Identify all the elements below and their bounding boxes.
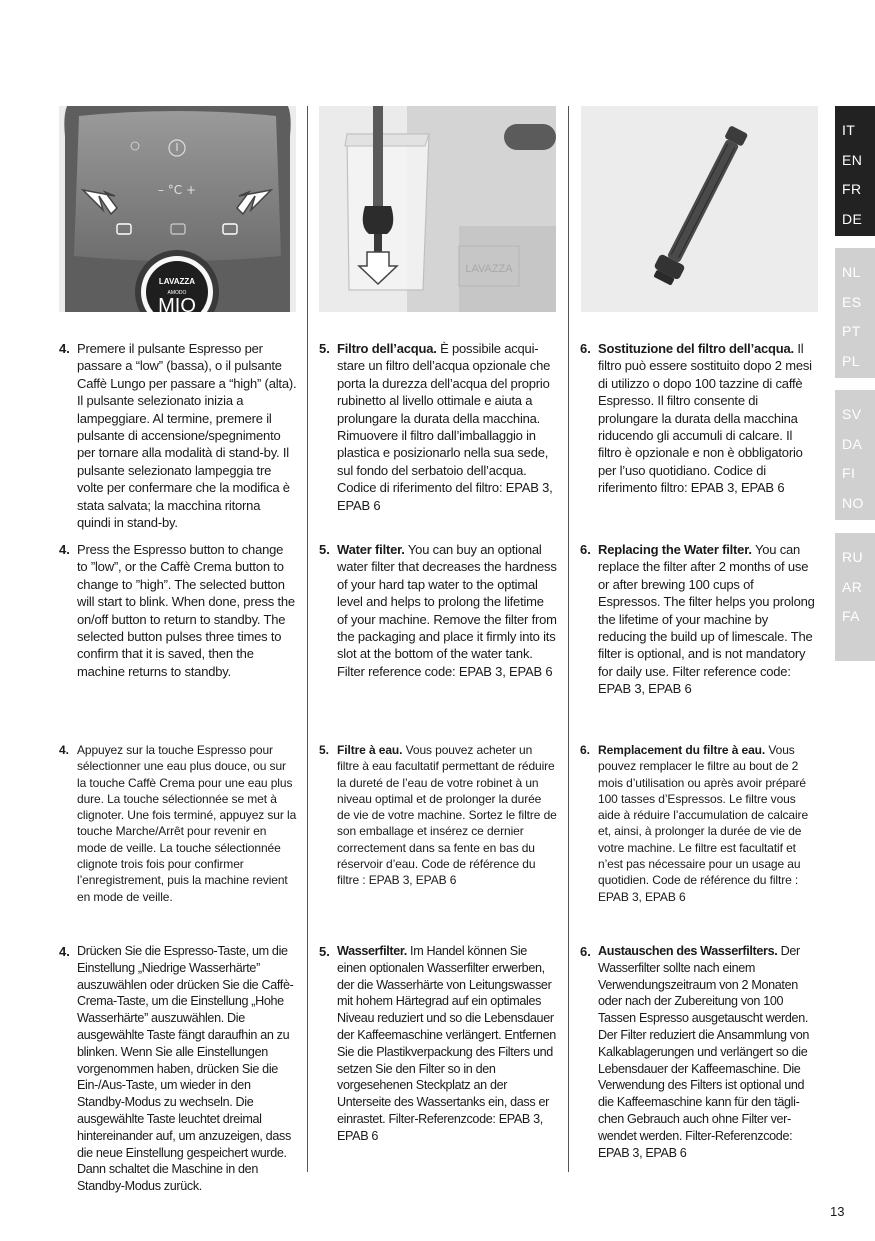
step-text: You can replace the filter after 2 months of use or after brewing 100 cups of Espressos. The filter helps you prolong the lifetime of your machine by reducing the build up of limescale. The filter is optional, and is not mandatory for daily use. Filter reference code: EPAB 3, EPAB 6: [598, 542, 815, 697]
brand-sub-label: AMODO: [167, 290, 187, 296]
step-text: Vous pouvez acheter un filtre à eau facultatif permettant de réduire la dureté de l’eau de votre robinet à un niveau optimal et de prolonger la durée de vie de votre machine. Sortez le filtre de son emballage et insérez ce dernier correctement dans sa fente en bas du réservoir d’eau. Code de référence du filtre : EPAB 3, EPAB 6: [337, 743, 557, 888]
filter-brand-label: LAVAZZA: [465, 263, 513, 275]
step-title: Austauschen des Wasserfilters.: [598, 944, 778, 958]
step-text: Vous pouvez remplacer le filtre au bout de 2 mois d’utilisation ou après avoir préparé 100 tasses d’Espressos. Le filtre vous aide à réduire l’accumulation de calcaire et, ainsi, à prolonger la durée de vie de votre machine. Le filtre est facultatif et n’est pas nécessaire pour un usage au quotidien. Code de référence du filtre : EPAB 3, EPAB 6: [598, 743, 809, 904]
language-group-3: [835, 390, 875, 520]
step-number: 4.: [59, 341, 70, 356]
language-group-active: [835, 106, 875, 236]
step-number: 5.: [319, 743, 329, 757]
step-title: Filtre à eau.: [337, 743, 403, 757]
step-number: 4.: [59, 542, 70, 557]
lang-tab-da[interactable]: DA: [842, 435, 863, 452]
step-text: Il filtro può essere sostituito dopo 2 mesi di utilizzo o dopo 100 tazzine di caffè Espresso. Il filtro consente di prolungare la durata della macchina riducendo gli accumuli di calcare. Il filtro è opzionale e non è obbligatorio per l’uso quotidiano. Codice di riferimento filtro: EPAB 3, EPAB 6: [598, 341, 812, 496]
step-text: Drücken Sie die Espresso-Taste, um die Einstellung „Niedrige Wasserhärte” auszuwählen oder drücken Sie die Caffè-Crema-Taste, um die Einstellung „Hohe Wasserhärte” auszuwählen. Die ausgewählte Taste fängt daraufhin an zu blinken. Wenn Sie alle Einstellungen vorgenommen haben, drücken Sie die Ein-/Aus-Taste, um wieder in den Standby-Modus zu wechseln. Die ausgewählte Taste leuchtet dreimal hintereinander auf, um anzuzeigen, dass die neue Einstellung gespeichert wurde. Dann schaltet die Maschine in den Standby-Modus zurück.: [77, 944, 294, 1194]
lang-tab-pl[interactable]: PL: [842, 352, 860, 369]
lang-tab-ru[interactable]: RU: [842, 549, 864, 565]
step-4-en: [59, 541, 297, 680]
temp-label: – °C +: [157, 183, 197, 197]
step-6-de: [580, 943, 818, 1161]
step-text: Premere il pulsante Espresso per passare a “low” (bassa), o il pulsante Caffè Lungo per passare a “high” (alta). Il pulsante selezionato inizia a lampeggiare. Al termine, premere il pulsante di accensione/spegnimento per tornare alla modalità di stand-by. Il pulsante selezionato lampeggia tre volte per confermare che la modifica è stata salvata; la macchina ritorna quindi in stand-by.: [77, 341, 297, 531]
step-5-it: [319, 340, 557, 514]
step-4-de: [59, 943, 297, 1195]
step-title: Water filter.: [337, 542, 405, 557]
step-number: 4.: [59, 944, 70, 959]
step-4-it: [59, 340, 297, 531]
step-title: Remplacement du filtre à eau.: [598, 743, 766, 757]
column-divider: [307, 106, 308, 1172]
lang-tab-en[interactable]: EN: [842, 151, 863, 168]
step-text: You can buy an optional water filter that decreases the hardness of your hard tap water to the optimal level and helps to prolong the lifetime of your machine. Remove the filter from the packaging and place it firmly into its slot at the bottom of the water tank. Filter reference code: EPAB 3, EPAB 6: [337, 542, 557, 679]
lang-tab-no[interactable]: NO: [842, 494, 864, 511]
step-number: 6.: [580, 743, 590, 757]
language-group-4: [835, 533, 875, 661]
water-tank-illustration: [319, 106, 556, 312]
step-number: 5.: [319, 944, 330, 959]
step-number: 5.: [319, 341, 330, 356]
step-number: 4.: [59, 743, 69, 757]
step-5-en: [319, 541, 557, 680]
lang-tab-fa[interactable]: FA: [842, 608, 860, 624]
page-number: 13: [830, 1204, 845, 1219]
step-title: Filtro dell’acqua.: [337, 341, 437, 356]
lang-tab-ar[interactable]: AR: [842, 578, 863, 595]
lang-tab-pt[interactable]: PT: [842, 323, 861, 339]
brand-label: LAVAZZA: [158, 277, 196, 286]
step-5-de: [319, 943, 557, 1145]
step-number: 6.: [580, 542, 591, 557]
lang-tab-fi[interactable]: FI: [842, 465, 856, 481]
column-divider: [568, 106, 569, 1172]
lang-tab-fr[interactable]: FR: [842, 181, 862, 197]
step-text: Im Handel können Sie einen optionalen Wasserfilter erwerben, der die Wasserhärte von Leitungswasser mit hohem Härtegrad auf ein optimales Niveau reduziert und so die Lebensdauer der Kaffeemaschine verlängert. Entfernen Sie die Plastikverpackung des Filters und setzen Sie den Filter so in den vorgesehenen Steckplatz an der Unterseite des Wassertanks ein, dass er einrastet. Filter-Referenzcode: EPAB 3, EPAB 6: [337, 944, 556, 1143]
brand-logo: MIO: [158, 295, 196, 312]
step-title: Sostituzione del filtro dell’acqua.: [598, 341, 794, 356]
step-5-fr: [319, 742, 557, 889]
step-title: Replacing the Water filter.: [598, 542, 752, 557]
step-text: Der Wasserfilter sollte nach einem Verwendungszeitraum von 2 Monaten oder nach der Zubereitung von 100 Tassen Espresso ausgetauscht werden. Der Filter reduziert die Ansammlung von Kalkablagerungen und verlängert so die Lebensdauer der Kaffeemaschine. Die Verwendung des Filters ist optional und die Kaffeemaschine kann für den täglichen Gebrauch auch ohne Filter verwendet werden. Filter-Referenzcode: EPAB 3, EPAB 6: [598, 944, 810, 1160]
lang-tab-es[interactable]: ES: [842, 293, 862, 310]
step-number: 6.: [580, 341, 591, 356]
control-panel-illustration: [59, 106, 296, 312]
step-6-it: [580, 340, 818, 497]
step-number: 5.: [319, 542, 330, 557]
step-text: Appuyez sur la touche Espresso pour sélectionner une eau plus douce, ou sur la touche Caffè Crema pour une eau plus dure. La touche sélectionnée se met à clignoter. Une fois terminé, appuyez sur la touche Marche/Arrêt pour revenir en mode de veille. La touche sélectionnée clignote trois fois pour confirmer l’enregistrement, puis la machine revient en mode de veille.: [77, 743, 297, 904]
lang-tab-sv[interactable]: SV: [842, 406, 862, 422]
step-number: 6.: [580, 944, 591, 959]
language-group-2: [835, 248, 875, 378]
step-text: Press the Espresso button to change to ”low”, or the Caffè Crema button to change to ”high”. The selected button will start to blink. When done, press the on/off button to return to standby. The selected button pulses three times to confirm that it is saved, then the machine returns to standby.: [77, 542, 295, 679]
lang-tab-it[interactable]: IT: [842, 122, 856, 138]
lang-tab-de[interactable]: DE: [842, 210, 863, 227]
step-text: È possibile acquistare un filtro dell’acqua opzionale che porta la durezza dell’acqua del proprio rubinetto al livello ottimale e aiuta a prolungare la durata della macchina. Rimuovere il filtro dall’imballaggio in plastica e posizionarlo nella sua sede, sul fondo del serbatoio dell’acqua. Codice di riferimento del filtro: EPAB 3, EPAB 6: [337, 341, 553, 513]
step-title: Wasserfilter.: [337, 944, 407, 958]
water-filter-illustration: [581, 106, 818, 312]
step-6-fr: [580, 742, 818, 905]
lang-tab-nl[interactable]: NL: [842, 264, 861, 280]
step-4-fr: [59, 742, 297, 905]
step-6-en: [580, 541, 818, 698]
